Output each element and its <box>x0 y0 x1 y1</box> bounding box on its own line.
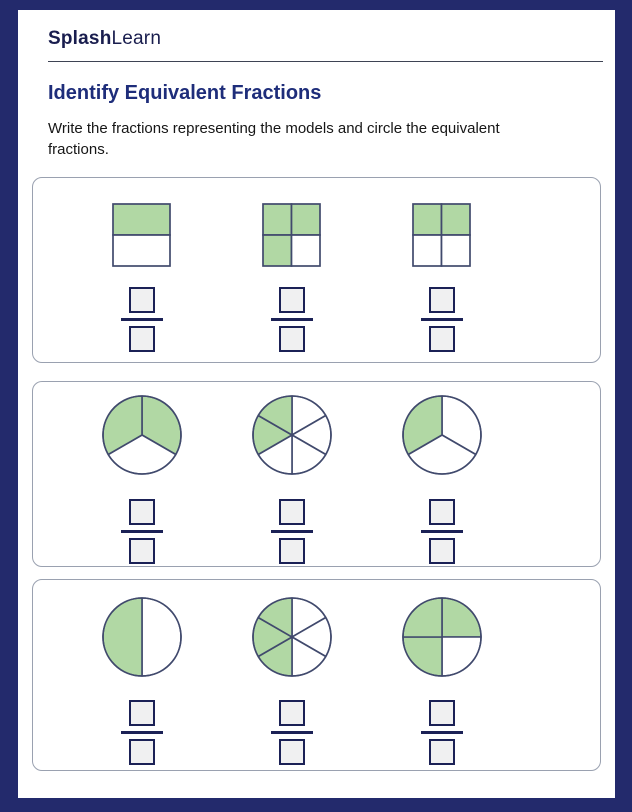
fraction-answer <box>121 700 163 765</box>
denominator-input[interactable] <box>279 739 305 765</box>
problem-card-1 <box>32 177 601 363</box>
worksheet-page <box>18 10 615 798</box>
fraction-bar <box>121 530 163 533</box>
problem-cell <box>87 596 197 770</box>
fraction-bar <box>271 731 313 734</box>
problem-cell <box>87 202 197 362</box>
numerator-input[interactable] <box>429 499 455 525</box>
fraction-model-pie <box>401 394 483 476</box>
fraction-model-pie <box>251 394 333 476</box>
problem-cell <box>387 202 497 362</box>
splashlearn-logo <box>48 28 585 50</box>
denominator-input[interactable] <box>129 739 155 765</box>
denominator-input[interactable] <box>429 538 455 564</box>
page-title: Identify Equivalent Fractions <box>48 82 322 104</box>
fraction-model-pie <box>251 596 333 678</box>
fraction-answer <box>421 499 463 564</box>
problem-cell <box>237 202 347 362</box>
denominator-input[interactable] <box>279 326 305 352</box>
fraction-answer <box>121 499 163 564</box>
problem-card-3 <box>32 579 601 771</box>
numerator-input[interactable] <box>129 700 155 726</box>
logo-text-bold: Splash <box>48 28 112 49</box>
fraction-answer <box>421 287 463 352</box>
fraction-model-grid <box>261 202 322 268</box>
fraction-bar <box>271 318 313 321</box>
denominator-input[interactable] <box>129 538 155 564</box>
instructions-text: Write the fractions representing the models and circle the equivalent fractions. <box>48 120 500 158</box>
fraction-model-grid <box>111 202 172 268</box>
numerator-input[interactable] <box>429 700 455 726</box>
numerator-input[interactable] <box>279 700 305 726</box>
fraction-answer <box>271 700 313 765</box>
fraction-bar <box>421 530 463 533</box>
fraction-model-grid <box>411 202 472 268</box>
denominator-input[interactable] <box>429 326 455 352</box>
fraction-bar <box>421 318 463 321</box>
denominator-input[interactable] <box>129 326 155 352</box>
fraction-answer <box>271 287 313 352</box>
fraction-bar <box>421 731 463 734</box>
problem-cell <box>387 596 497 770</box>
numerator-input[interactable] <box>429 287 455 313</box>
fraction-answer <box>421 700 463 765</box>
logo-text-light: Learn <box>111 28 162 49</box>
problem-cell <box>237 394 347 566</box>
problem-cell <box>87 394 197 566</box>
numerator-input[interactable] <box>279 287 305 313</box>
fraction-bar <box>271 530 313 533</box>
fraction-model-pie <box>101 596 183 678</box>
numerator-input[interactable] <box>279 499 305 525</box>
fraction-model-pie <box>401 596 483 678</box>
fraction-bar <box>121 731 163 734</box>
problem-cell <box>387 394 497 566</box>
denominator-input[interactable] <box>279 538 305 564</box>
header <box>18 28 615 50</box>
fraction-model-pie <box>101 394 183 476</box>
fraction-bar <box>121 318 163 321</box>
numerator-input[interactable] <box>129 499 155 525</box>
numerator-input[interactable] <box>129 287 155 313</box>
problem-cell <box>237 596 347 770</box>
fraction-answer <box>121 287 163 352</box>
denominator-input[interactable] <box>429 739 455 765</box>
fraction-answer <box>271 499 313 564</box>
header-divider <box>48 61 603 62</box>
problem-card-2 <box>32 381 601 567</box>
